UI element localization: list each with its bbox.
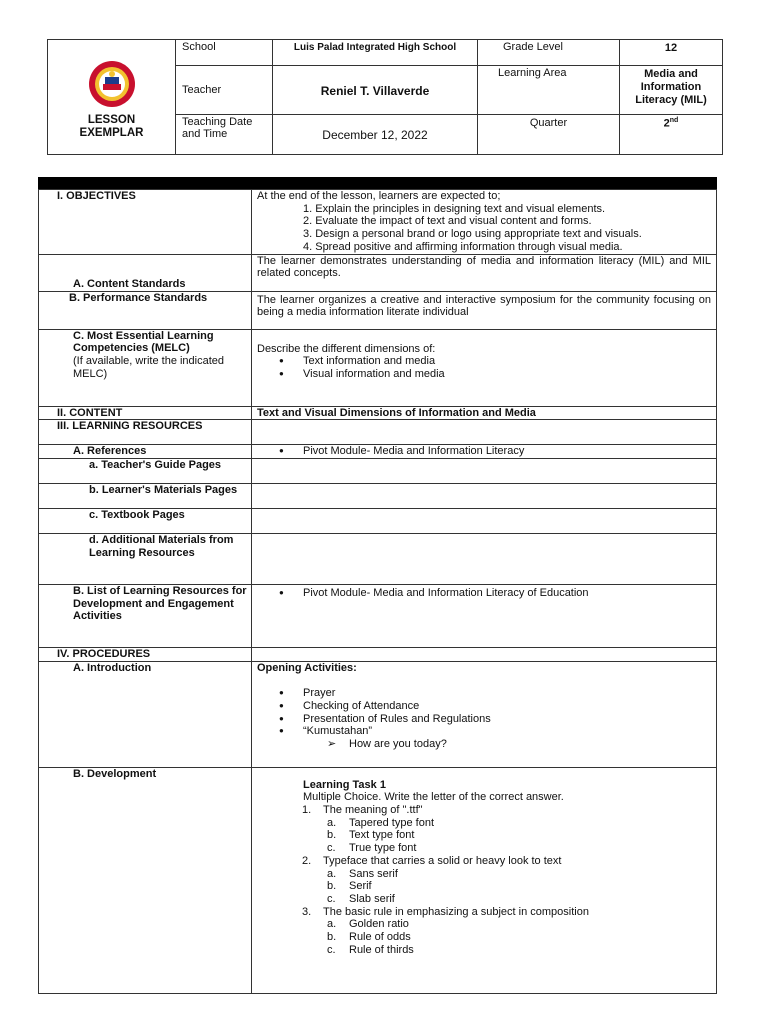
option-text: Sans serif	[349, 867, 398, 880]
learning-resources-empty	[252, 420, 717, 445]
question-text: Typeface that carries a solid or heavy look to text	[323, 854, 562, 867]
learners-materials-empty	[252, 483, 717, 508]
opening-item: ● Presentation of Rules and Regulations	[257, 713, 711, 726]
question-number: 2.	[302, 854, 312, 867]
teachers-guide-empty	[252, 458, 717, 483]
content-row	[39, 406, 717, 420]
opening-item: ● “Kumustahan”	[257, 725, 711, 738]
option-text: Slab serif	[349, 892, 395, 905]
opening-item: ● Checking of Attendance	[257, 700, 711, 713]
teachers-guide-label: a. Teacher's Guide Pages	[39, 458, 252, 483]
melc-intro: Describe the different dimensions of:	[257, 342, 436, 355]
teacher-value: Reniel T. Villaverde	[273, 66, 478, 115]
teacher-label: Teacher	[176, 66, 273, 115]
melc-list	[257, 355, 711, 380]
melc-note: (If available, write the indicated MELC)	[73, 354, 225, 380]
option-letter: a.	[327, 867, 337, 880]
learning-task-instruction: Multiple Choice. Write the letter of the correct answer.	[303, 791, 564, 804]
procedures-label: IV. PROCEDURES	[39, 647, 252, 661]
quarter-label: Quarter	[478, 115, 620, 155]
lesson-title	[48, 114, 175, 140]
textbook-row	[39, 508, 717, 533]
references-label: A. References	[39, 445, 252, 459]
question-3	[257, 906, 711, 957]
opening-activities-list	[257, 687, 711, 738]
content-standards-row	[39, 254, 717, 291]
references-item: ● Pivot Module- Media and Information Literacy	[257, 445, 711, 458]
objectives-label: I. OBJECTIVES	[39, 190, 252, 255]
resource-list-item: ● Pivot Module- Media and Information Literacy of Education	[257, 587, 711, 600]
resource-list-label: B. List of Learning Resources for Development and Engagement Activities	[39, 584, 252, 647]
grade-value: 12	[620, 40, 723, 66]
content-text: Text and Visual Dimensions of Information and Media	[252, 406, 717, 420]
option-letter: b.	[327, 829, 337, 842]
melc-row	[39, 329, 717, 406]
opening-item: ● Prayer	[257, 687, 711, 700]
objectives-content	[252, 190, 717, 255]
school-label: School	[176, 40, 273, 66]
performance-standards-row	[39, 291, 717, 329]
melc-label: C. Most Essential Learning Competencies (MELC)	[73, 329, 214, 355]
learners-materials-row	[39, 483, 717, 508]
textbook-label: c. Textbook Pages	[39, 508, 252, 533]
option-letter: c.	[327, 943, 336, 956]
option-text: True type font	[349, 842, 417, 855]
question-text: The basic rule in emphasizing a subject in composition	[323, 905, 589, 918]
option-text: Golden ratio	[349, 918, 409, 931]
date-label	[176, 115, 273, 155]
additional-materials-label: d. Additional Materials from Learning Resources	[39, 533, 252, 584]
area-value: Media and Information Literacy (MIL)	[620, 66, 723, 115]
resource-list-content	[252, 584, 717, 647]
option-letter: a.	[327, 816, 337, 829]
opening-activities-title: Opening Activities:	[257, 661, 357, 674]
learning-resources-row	[39, 420, 717, 445]
content-standards-text: The learner demonstrates understanding of media and information literacy (MIL) and MIL related concepts.	[252, 254, 717, 291]
resource-list-row	[39, 584, 717, 647]
date-label-line2: and Time	[182, 128, 228, 140]
quarter-number: 2	[663, 117, 670, 130]
header-table	[47, 39, 723, 155]
deped-seal-icon	[88, 60, 136, 108]
school-value: Luis Palad Integrated High School	[273, 40, 478, 66]
date-label-line1: Teaching Date	[182, 116, 253, 128]
lesson-title-line2: EXEMPLAR	[79, 127, 144, 139]
grade-label: Grade Level	[478, 40, 620, 66]
objective-item: 4. Spread positive and affirming information through visual media.	[303, 240, 623, 253]
procedures-row	[39, 647, 717, 661]
learners-materials-label: b. Learner's Materials Pages	[39, 483, 252, 508]
objective-item: 1. Explain the principles in designing text and visual elements.	[303, 202, 606, 215]
melc-label-cell	[39, 329, 252, 406]
content-label: II. CONTENT	[39, 406, 252, 420]
objective-item: 3. Design a personal brand or logo using appropriate text and visuals.	[303, 228, 642, 241]
option-text: Rule of thirds	[349, 943, 414, 956]
introduction-row	[39, 661, 717, 767]
area-label: Learning Area	[478, 66, 620, 115]
question-2	[257, 855, 711, 906]
objectives-intro: At the end of the lesson, learners are expected to;	[257, 190, 501, 202]
question-number: 1.	[302, 804, 312, 817]
melc-item: ● Text information and media	[257, 355, 711, 368]
development-content	[252, 767, 717, 993]
option-text: Tapered type font	[349, 816, 435, 829]
objectives-row	[39, 190, 717, 255]
melc-content	[252, 329, 717, 406]
performance-standards-text: The learner organizes a creative and interactive symposium for the community focusing on being a media information literate individual	[252, 291, 717, 329]
learning-resources-label: III. LEARNING RESOURCES	[39, 420, 252, 445]
question-text: The meaning of ".ttf"	[323, 804, 423, 817]
references-content	[252, 445, 717, 459]
learning-task-title: Learning Task 1	[303, 778, 386, 791]
option-text: Text type font	[349, 829, 415, 842]
date-value: December 12, 2022	[273, 115, 478, 155]
option-letter: b.	[327, 931, 337, 944]
references-list	[257, 445, 711, 458]
melc-item: ● Visual information and media	[257, 368, 711, 381]
teachers-guide-row	[39, 458, 717, 483]
additional-materials-row	[39, 533, 717, 584]
introduction-label: A. Introduction	[39, 661, 252, 767]
additional-materials-empty	[252, 533, 717, 584]
lesson-exemplar-cell	[48, 40, 176, 155]
option-text: Rule of odds	[349, 931, 411, 944]
lesson-title-line1: LESSON	[87, 114, 136, 126]
introduction-content	[252, 661, 717, 767]
procedures-empty	[252, 647, 717, 661]
resource-list	[257, 587, 711, 600]
option-letter: c.	[327, 892, 336, 905]
option-letter: a.	[327, 918, 337, 931]
textbook-empty	[252, 508, 717, 533]
development-label: B. Development	[39, 767, 252, 993]
content-standards-label: A. Content Standards	[39, 254, 252, 291]
quarter-suffix: nd	[669, 117, 679, 124]
objective-item: 2. Evaluate the impact of text and visual content and forms.	[303, 215, 592, 228]
references-row	[39, 445, 717, 459]
section-divider-bar	[38, 177, 717, 189]
option-letter: c.	[327, 842, 336, 855]
option-text: Serif	[349, 880, 372, 893]
question-number: 3.	[302, 905, 312, 918]
lesson-plan-table	[38, 189, 717, 994]
kumustahan-question: ➢ How are you today?	[257, 738, 711, 751]
option-letter: b.	[327, 880, 337, 893]
development-row	[39, 767, 717, 993]
objectives-list	[257, 203, 711, 254]
kumustahan-sublist	[257, 738, 711, 751]
quarter-value	[620, 115, 723, 155]
performance-standards-label: B. Performance Standards	[39, 291, 252, 329]
question-1	[257, 804, 711, 855]
